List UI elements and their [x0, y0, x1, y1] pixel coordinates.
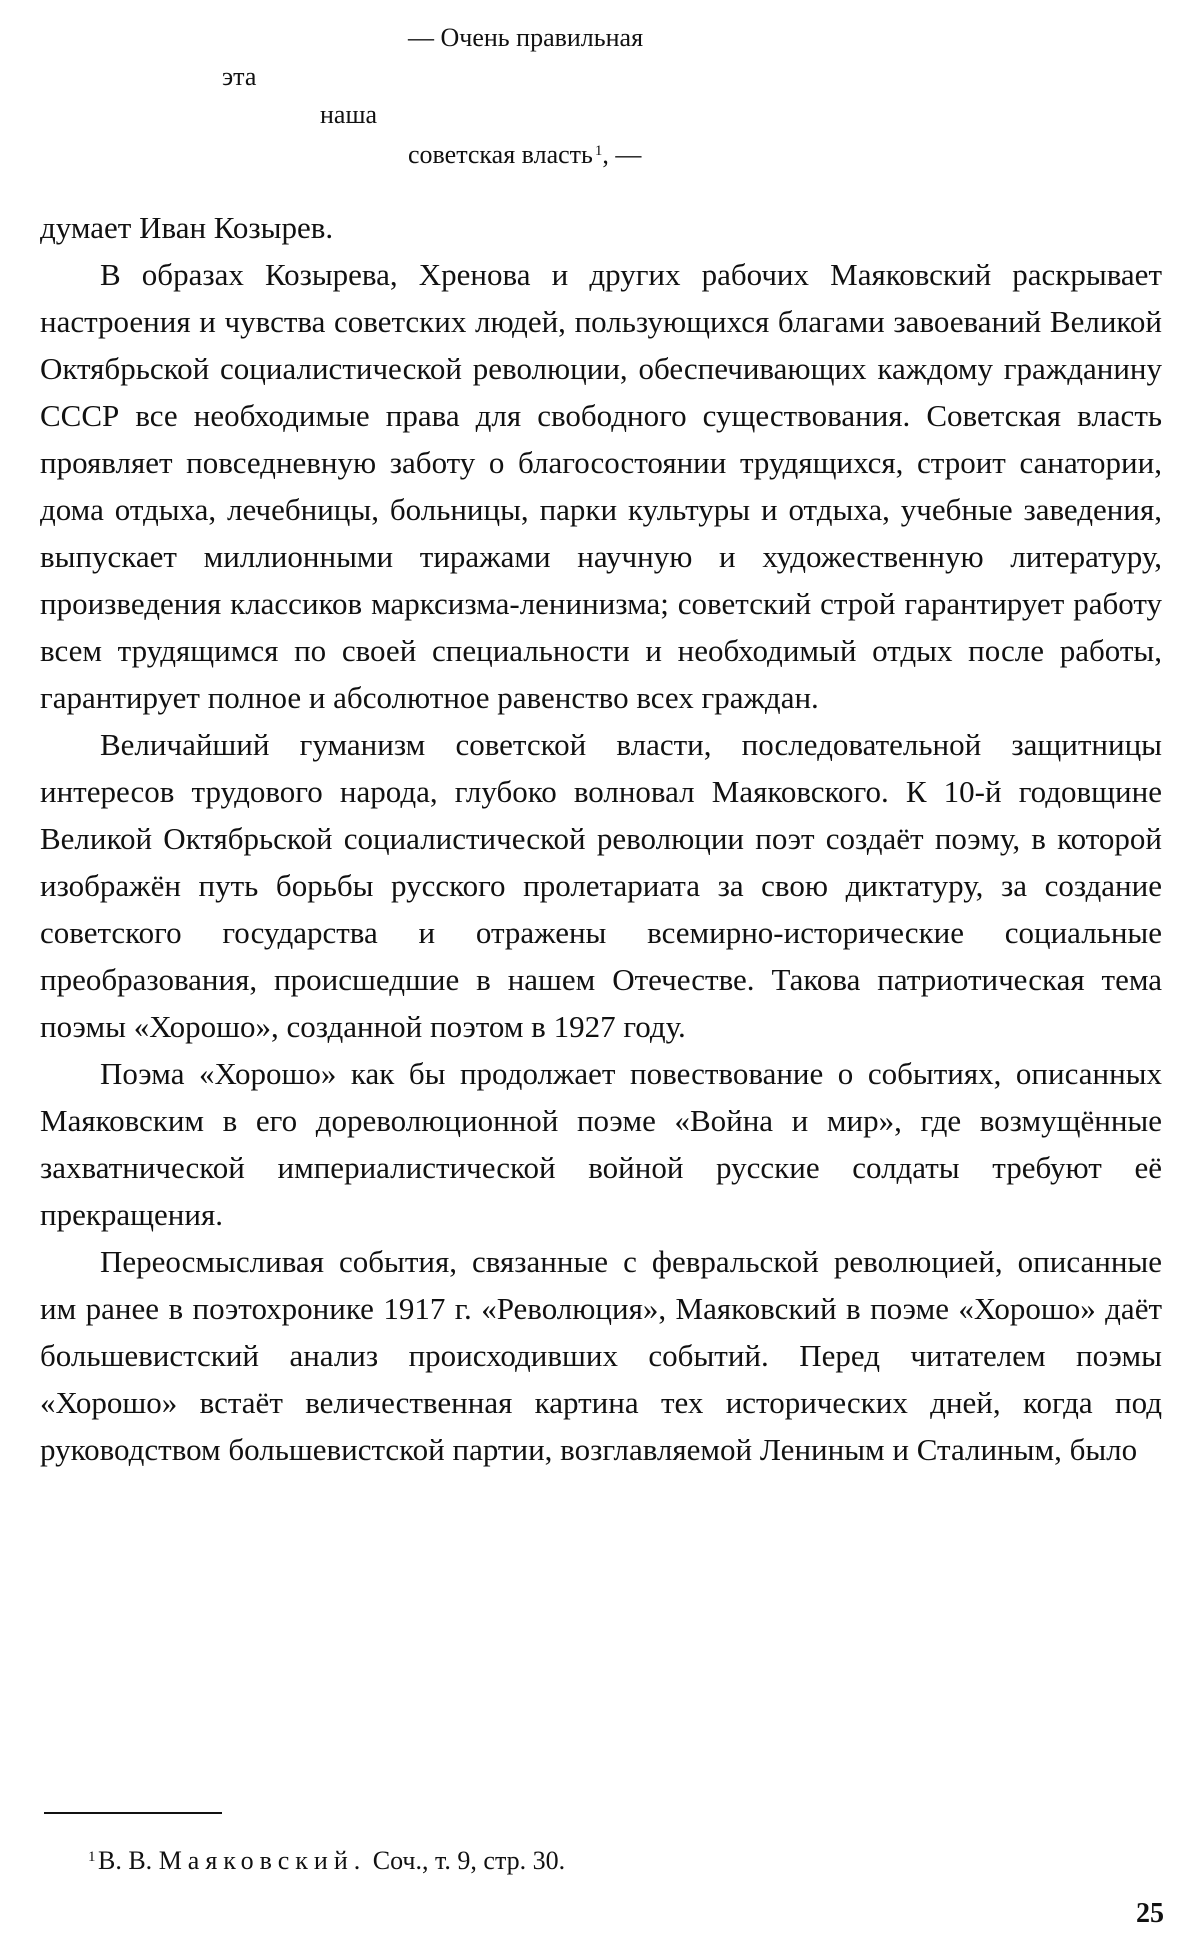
paragraph-1: думает Иван Козырев.	[40, 210, 334, 245]
epigraph-line-3	[320, 99, 377, 131]
body-text	[40, 204, 1162, 1473]
epigraph-line-2	[222, 61, 256, 93]
footnote-author: Маяковский.	[158, 1846, 367, 1875]
footnote-marker: 1	[88, 1849, 96, 1865]
footnote	[88, 1844, 566, 1878]
epigraph-line-1	[408, 22, 643, 54]
footnote-reference-marker: 1	[594, 143, 603, 159]
epigraph-line-4-end: , —	[602, 140, 642, 169]
footnote-initials: В. В.	[98, 1846, 153, 1875]
epigraph-line-2-text: эта	[222, 62, 257, 91]
footnote-source: Соч., т. 9, стр. 30.	[372, 1846, 566, 1875]
paragraph-4: Поэма «Хорошо» как бы продолжает повествование о событиях, описанных Маяковским в его дореволюционной поэме «Война и мир», где возмущённые захватнической империалистической войной русские солдаты требуют её прекращения.	[40, 1056, 1162, 1232]
paragraph-2: В образах Козырева, Хренова и других рабочих Маяковский раскрывает настроения и чувства советских людей, пользующихся благами завоеваний Великой Октябрьской социалистической революции, обеспечивающих каждому гражданину СССР все необходимые права для свободного существования. Советская власть проявляет повседневную заботу о благосостоянии трудящихся, строит санатории, дома отдыха, лечебницы, больницы, парки культуры и отдыха, учебные заведения, выпускает миллионными тиражами научную и художественную литературу, произведения классиков марксизма-ленинизма; советский строй гарантирует работу всем трудящимся по своей специальности и необходимый отдых после работы, гарантирует полное и абсолютное равенство всех граждан.	[40, 257, 1162, 715]
epigraph-line-4	[408, 139, 641, 171]
page-number: 25	[1136, 1898, 1164, 1929]
epigraph-line-1-text: — Очень правильная	[408, 23, 644, 52]
epigraph-line-3-text: наша	[320, 100, 378, 129]
paragraph-5: Переосмысливая события, связанные с февральской революцией, описанные им ранее в поэтохронике 1917 г. «Революция», Маяковский в поэме «Хорошо» даёт большевистский анализ происходивших событий. Перед читателем поэмы «Хорошо» встаёт величественная картина тех исторических дней, когда под руководством большевистской партии, возглавляемой Лениным и Сталиным, было	[40, 1244, 1162, 1467]
paragraph-3: Величайший гуманизм советской власти, последовательной защитницы интересов трудового народа, глубоко волновал Маяковского. К 10-й годовщине Великой Октябрьской социалистической революции поэт создаёт поэму, в которой изображён путь борьбы русского пролетариата за свою диктатуру, за создание советского государства и отражены всемирно-исторические социальные преобразования, происшедшие в нашем Отечестве. Такова патриотическая тема поэмы «Хорошо», созданной поэтом в 1927 году.	[40, 727, 1162, 1044]
epigraph-line-4-text: советская власть	[408, 140, 593, 169]
footnote-separator	[44, 1812, 222, 1814]
